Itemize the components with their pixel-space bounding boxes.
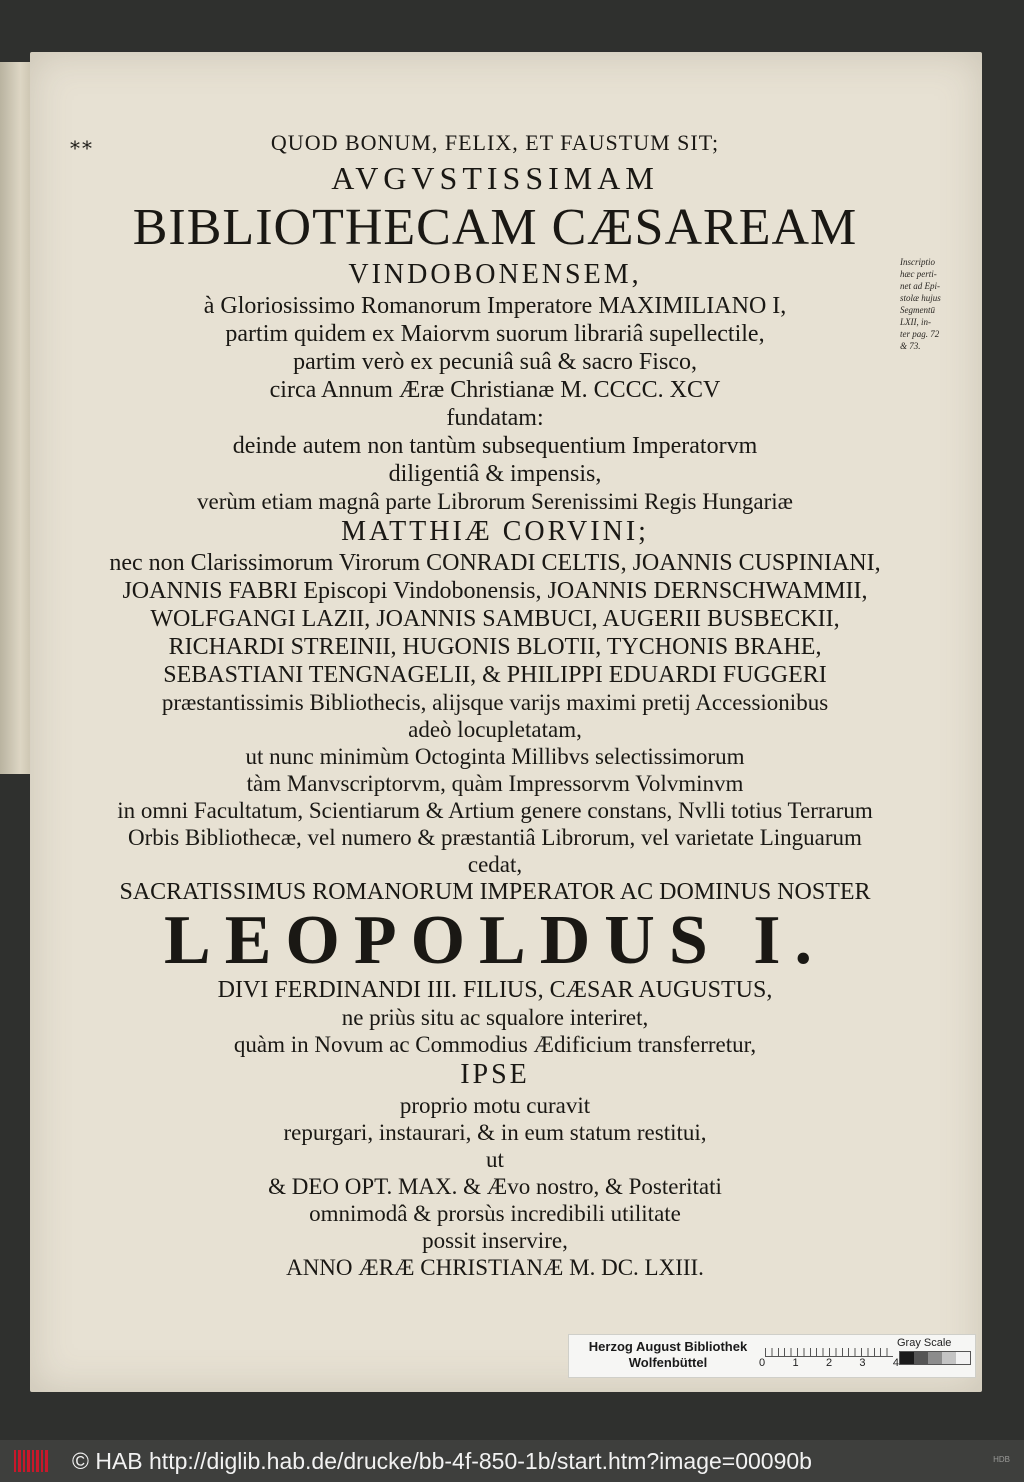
inscription-line: JOANNIS FABRI Episcopi Vindobonensis, JOANNIS DERNSCHWAMMII, xyxy=(122,578,868,604)
gray-swatch xyxy=(928,1352,942,1364)
inscription-line: præstantissimis Bibliothecis, alijsque varijs maximi pretij Accessionibus xyxy=(161,690,829,715)
inscription-text xyxy=(40,128,950,1281)
inscription-line: ANNO ÆRÆ CHRISTIANÆ M. DC. LXIII. xyxy=(286,1255,704,1280)
inscription-line: DIVI FERDINANDI III. FILIUS, CÆSAR AUGUSTUS, xyxy=(217,977,773,1003)
gray-swatch xyxy=(942,1352,956,1364)
ruler-number: 3 xyxy=(859,1357,866,1369)
inscription-line: LEOPOLDUS I. xyxy=(164,906,826,976)
institution-name: Herzog August Bibliothek xyxy=(588,1339,748,1354)
inscription-line: cedat, xyxy=(467,852,523,877)
page-marker: ** xyxy=(70,136,94,160)
inscription-line: à Gloriosissimo Romanorum Imperatore MAXIMILIANO I, xyxy=(203,293,787,319)
source-link[interactable]: © HAB http://diglib.hab.de/drucke/bb-4f-850-1b/start.htm?image=00090b xyxy=(72,1447,812,1474)
corner-label: HDB xyxy=(993,1455,1010,1464)
inscription-line: deinde autem non tantùm subsequentium Imperatorvm xyxy=(232,433,758,459)
inscription-line: verùm etiam magnâ parte Librorum Serenissimi Regis Hungariæ xyxy=(197,489,793,514)
inscription-line: possit inservire, xyxy=(422,1228,568,1253)
marginal-note-line: hæc perti- xyxy=(900,269,937,279)
inscription-line: WOLFGANGI LAZII, JOANNIS SAMBUCI, AUGERII BUSBECKII, xyxy=(150,606,840,632)
inscription-line: tàm Manvscriptorvm, quàm Impressorvm Volvminvm xyxy=(246,771,744,796)
inscription-line: nec non Clarissimorum Virorum CONRADI CELTIS, JOANNIS CUSPINIANI, xyxy=(109,550,881,576)
inscription-line: proprio motu curavit xyxy=(399,1093,591,1118)
inscription-line: Orbis Bibliothecæ, vel numero & præstantiâ Librorum, vel varietate Linguarum xyxy=(128,825,862,850)
gray-swatch xyxy=(914,1352,928,1364)
inscription-line: partim quidem ex Maiorvm suorum librariâ supellectile, xyxy=(225,321,765,347)
inscription-line: quàm in Novum ac Commodius Ædificium transferretur, xyxy=(233,1032,757,1057)
inscription-line: omnimodâ & prorsùs incredibili utilitate xyxy=(309,1201,681,1226)
inscription-line: SACRATISSIMUS ROMANORUM IMPERATOR AC DOMINUS NOSTER xyxy=(119,879,871,905)
inscription-line: BIBLIOTHECAM CÆSAREAM xyxy=(132,199,858,256)
marginal-note-line: ter pag. 72 xyxy=(900,329,940,339)
gray-swatch xyxy=(956,1352,970,1364)
ruler-number: 4 xyxy=(892,1357,899,1369)
inscription-line: QUOD BONUM, FELIX, ET FAUSTUM SIT; xyxy=(270,130,720,155)
inscription-line: AVGVSTISSIMAM xyxy=(331,160,659,196)
gray-scale-label: Gray Scale xyxy=(897,1337,952,1349)
marginal-note-line: LXII, in- xyxy=(900,317,931,327)
inscription-line: adeò locupletatam, xyxy=(408,717,582,742)
color-ruler xyxy=(568,1334,976,1378)
ruler-number: 0 xyxy=(759,1357,766,1369)
viewer-footer xyxy=(0,1440,1024,1482)
inscription-line: diligentiâ & impensis, xyxy=(388,461,602,487)
marginal-note-line: Segmentū xyxy=(900,305,935,315)
inscription-line: circa Annum Æræ Christianæ M. CCCC. XCV xyxy=(269,377,721,403)
inscription-line: RICHARDI STREINII, HUGONIS BLOTII, TYCHONIS BRAHE, xyxy=(168,634,822,660)
inscription-line: in omni Facultatum, Scientiarum & Artium genere constans, Nvlli totius Terrarum xyxy=(117,798,873,823)
ruler-institution xyxy=(573,1339,766,1371)
inscription-line: & DEO OPT. MAX. & Ævo nostro, & Posteritati xyxy=(268,1174,722,1199)
hab-logo-icon xyxy=(14,1450,48,1472)
marginal-note-line: stolæ hujus xyxy=(900,293,941,303)
marginal-note xyxy=(900,256,964,352)
ruler-ticks xyxy=(765,1338,893,1357)
gray-scale-swatches xyxy=(899,1351,971,1365)
gray-swatch xyxy=(900,1352,914,1364)
ruler-number: 2 xyxy=(825,1357,833,1369)
inscription-line: ut xyxy=(486,1147,504,1172)
inscription-line: ne priùs situ ac squalore interiret, xyxy=(341,1005,649,1030)
inscription-line: fundatam: xyxy=(446,405,544,431)
marginal-note-line: & 73. xyxy=(900,341,921,351)
ruler-number: 1 xyxy=(792,1357,799,1369)
inscription-line: ut nunc minimùm Octoginta Millibvs selectissimorum xyxy=(245,744,745,769)
marginal-note-line: net ad Epi- xyxy=(900,281,940,291)
institution-city: Wolfenbüttel xyxy=(628,1355,708,1370)
inscription-line: MATTHIÆ CORVINI; xyxy=(341,516,649,547)
inscription-line: repurgari, instaurari, & in eum statum restitui, xyxy=(283,1120,707,1145)
inscription-line: IPSE xyxy=(460,1059,530,1090)
ruler-numbers xyxy=(759,1357,899,1369)
marginal-note-line: Inscriptio xyxy=(900,257,935,267)
inscription-line: VINDOBONENSEM, xyxy=(348,259,642,290)
inscription-line: SEBASTIANI TENGNAGELII, & PHILIPPI EDUARDI FUGGERI xyxy=(163,662,827,688)
inscription-line: partim verò ex pecuniâ suâ & sacro Fisco, xyxy=(293,349,697,375)
